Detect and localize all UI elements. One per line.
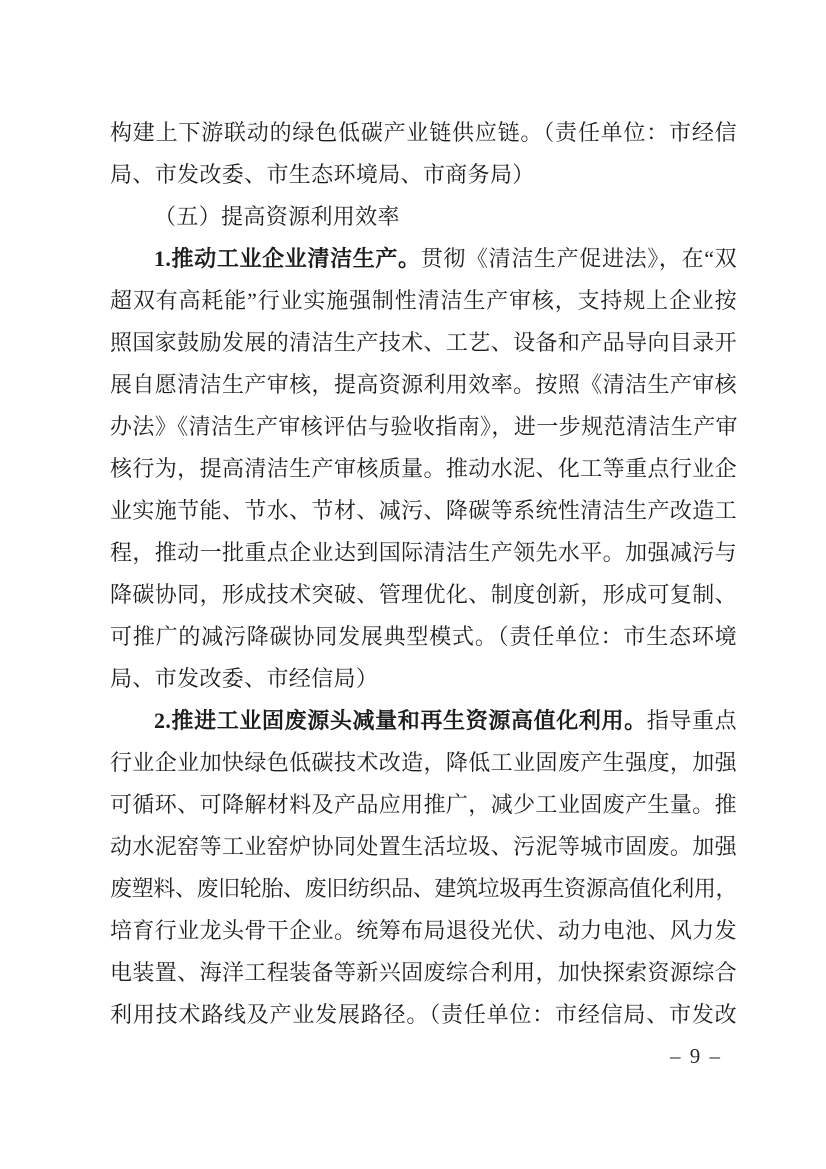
- text-line: 电装置、海洋工程装备等新兴固废综合利用，加快探索资源综合: [110, 960, 737, 985]
- page-number: – 9 –: [670, 1044, 722, 1068]
- text-line: 业实施节能、节水、节材、减污、降碳等系统性清洁生产改造工: [110, 498, 737, 523]
- text-line: 程，推动一批重点企业达到国际清洁生产领先水平。加强减污与: [110, 540, 737, 565]
- text-line: 局、市发改委、市生态环境局、市商务局）: [110, 162, 535, 187]
- text-line: 超双有高耗能”行业实施强制性清洁生产审核，支持规上企业按: [110, 288, 737, 313]
- text-line: [110, 700, 737, 742]
- section-heading: （五）提高资源利用效率: [154, 204, 400, 229]
- text-line: 动水泥窑等工业窑炉协同处置生活垃圾、污泥等城市固废。加强: [110, 834, 737, 859]
- text-line: 利用技术路线及产业发展路径。（责任单位：市经信局、市发改: [110, 1002, 737, 1027]
- text-line: [110, 238, 737, 280]
- text-line: 办法》《清洁生产审核评估与验收指南》，进一步规范清洁生产审: [110, 414, 737, 439]
- document-body: [110, 112, 737, 1036]
- text-line: 构建上下游联动的绿色低碳产业链供应链。（责任单位：市经信: [110, 120, 737, 145]
- text-line: 可推广的减污降碳协同发展典型模式。（责任单位：市生态环境: [110, 624, 737, 649]
- text-line: 行业企业加快绿色低碳技术改造，降低工业固废产生强度，加强: [110, 750, 737, 775]
- paragraph-lead-2: 2.推进工业固废源头减量和再生资源高值化利用。: [154, 708, 647, 733]
- paragraph-lead-1: 1.推动工业企业清洁生产。: [154, 246, 421, 271]
- text-line: 可循环、可降解材料及产品应用推广，减少工业固废产生量。推: [110, 792, 737, 817]
- text-line: 废塑料、废旧轮胎、废旧纺织品、建筑垃圾再生资源高值化利用，: [110, 876, 737, 901]
- text-line: 展自愿清洁生产审核，提高资源利用效率。按照《清洁生产审核: [110, 372, 737, 397]
- text-line: 降碳协同，形成技术突破、管理优化、制度创新，形成可复制、: [110, 582, 737, 607]
- text-line: 培育行业龙头骨干企业。统筹布局退役光伏、动力电池、风力发: [110, 918, 737, 943]
- paragraph-text: 贯彻《清洁生产促进法》，在“双: [420, 246, 737, 271]
- text-line: 局、市发改委、市经信局）: [110, 666, 379, 691]
- text-line: 照国家鼓励发展的清洁生产技术、工艺、设备和产品导向目录开: [110, 330, 737, 355]
- text-line: 核行为，提高清洁生产审核质量。推动水泥、化工等重点行业企: [110, 456, 737, 481]
- paragraph-text: 指导重点: [646, 708, 737, 733]
